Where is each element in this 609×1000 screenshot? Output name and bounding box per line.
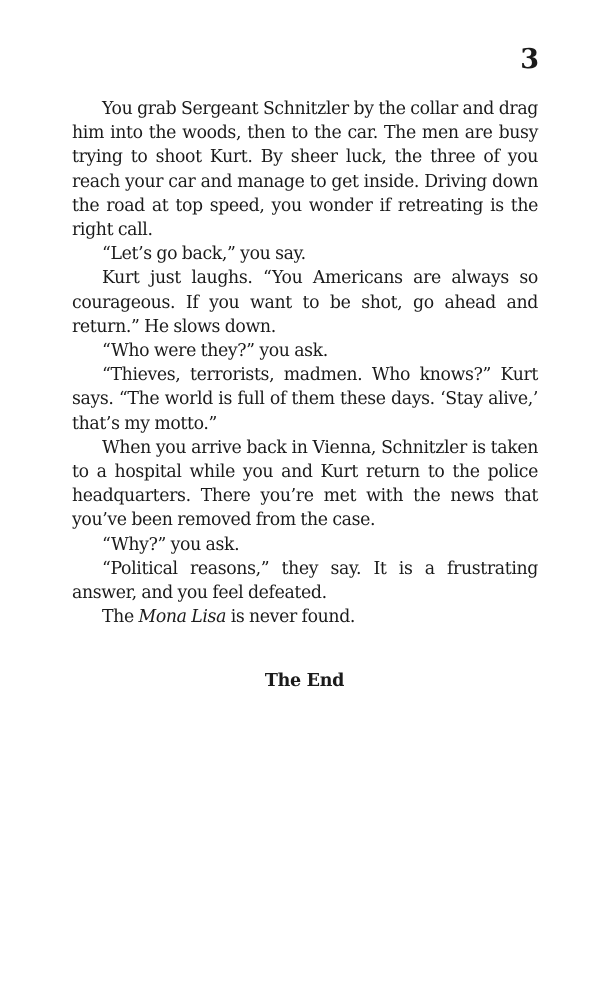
paragraph: “Political reasons,” they say. It is a frustrating answer, and you feel defeated.: [72, 558, 538, 604]
paragraph: “Let’s go back,” you say.: [102, 244, 306, 265]
final-paragraph: [72, 605, 538, 629]
the-end-heading: The End: [264, 671, 345, 691]
paragraph: “Why?” you ask.: [102, 534, 240, 555]
paragraph: Kurt just laughs. “You Americans are always so courageous. If you want to be shot, go ahead and return.” He slows down.: [72, 268, 538, 337]
final-paragraph-prefix: The: [102, 607, 139, 628]
final-paragraph-suffix: is never found.: [226, 607, 356, 628]
paragraph: “Thieves, terrorists, madmen. Who knows?” Kurt says. “The world is full of them these days. ‘Stay alive,’ that’s my motto.”: [72, 365, 538, 434]
paragraph: You grab Sergeant Schnitzler by the collar and drag him into the woods, then to the car. The men are busy trying to shoot Kurt. By sheer luck, the three of you reach your car and manage to get inside. Driving down the road at top speed, you wonder if retreating is the right call.: [72, 99, 538, 241]
book-title-italic: Mona Lisa: [138, 607, 227, 628]
page-number: 3: [520, 44, 539, 75]
paragraph: “Who were they?” you ask.: [102, 341, 328, 362]
paragraph: When you arrive back in Vienna, Schnitzler is taken to a hospital while you and Kurt return to the police headquarters. There you’re met with the news that you’ve been removed from the case.: [72, 437, 538, 531]
story-text: [72, 97, 538, 629]
